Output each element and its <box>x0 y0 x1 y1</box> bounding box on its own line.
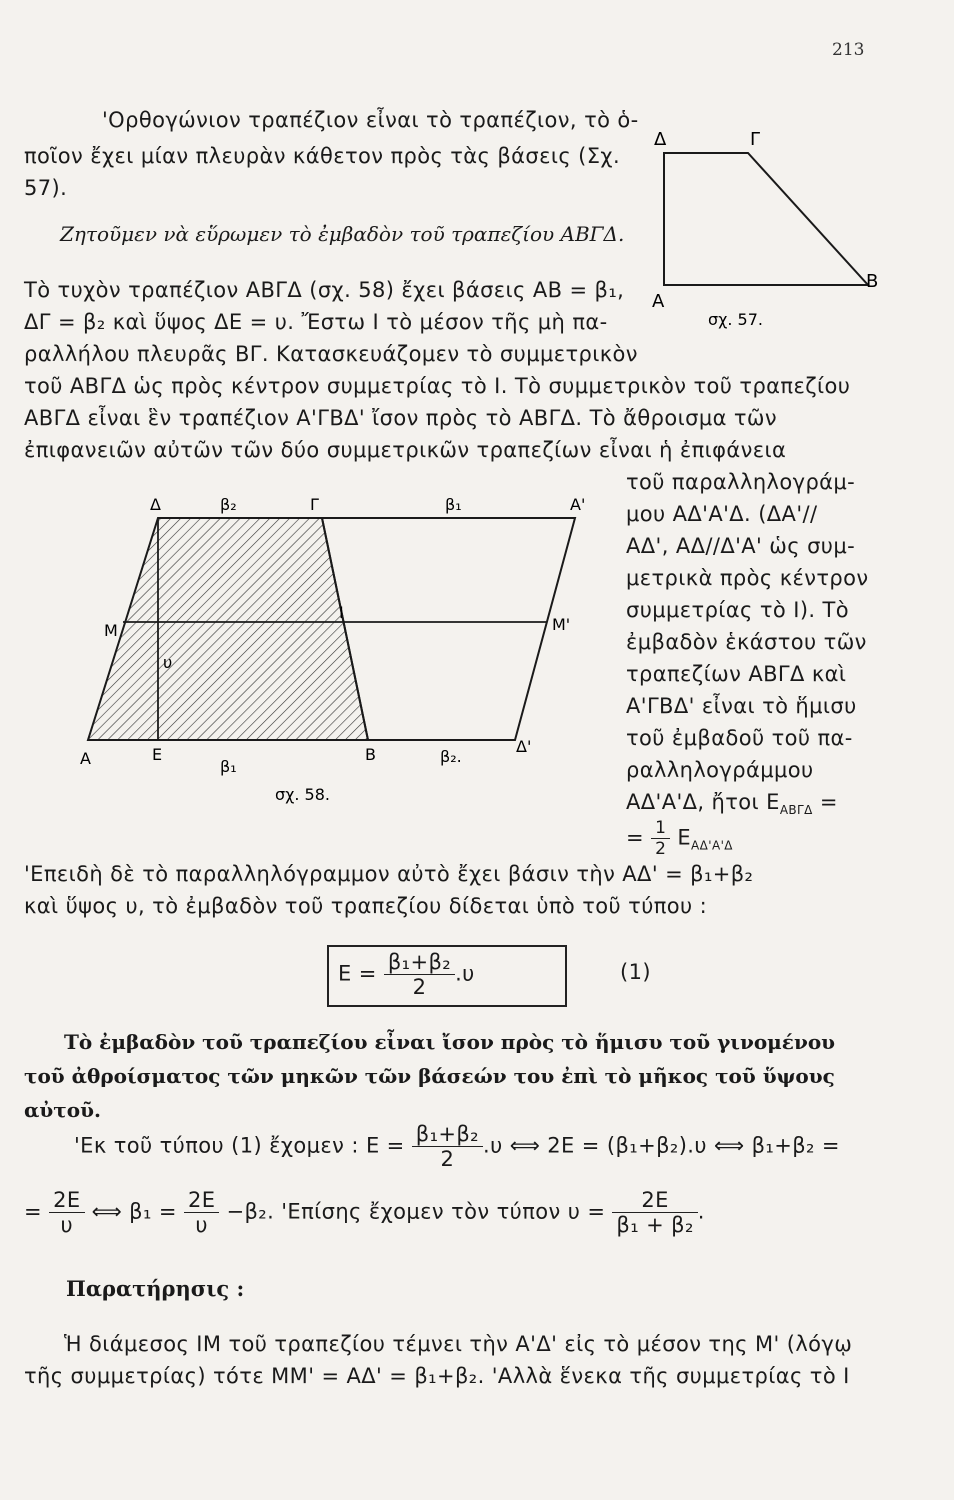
figure-57 <box>640 125 890 340</box>
side-line-4: μετρικὰ πρὸς κέντρον <box>626 566 869 590</box>
derivation-numerator-3: 2Ε <box>184 1188 219 1213</box>
fig58-label-delta: Δ <box>150 495 161 514</box>
figure-58 <box>70 490 610 810</box>
side-line-12-eq: = <box>626 825 644 850</box>
para1-line-2: ΔΓ = β₂ καὶ ὕψος ΔΕ = υ. Ἔστω Ι τὸ μέσον τῆς μὴ πα- <box>24 310 608 334</box>
fig57-label-a: Α <box>652 291 665 312</box>
fig58-caption: σχ. 58. <box>275 785 330 804</box>
half-numerator: 1 <box>651 818 670 839</box>
formula-1-tag: (1) <box>620 960 651 984</box>
para2-line-2: καὶ ὕψος υ, τὸ ἐμβαδὸν τοῦ τραπεζίου δίδεται ὑπὸ τοῦ τύπου : <box>24 894 708 918</box>
fig58-label-e: Ε <box>152 745 163 764</box>
side-line-12 <box>626 818 733 859</box>
formula-1-fraction <box>384 950 455 999</box>
side-line-11 <box>626 790 838 817</box>
derivation-fraction-4 <box>612 1188 697 1237</box>
side-line-2: μου ΑΔ'Α'Δ. (ΔΑ'// <box>626 502 818 526</box>
derivation-eq-pre: = <box>24 1199 42 1224</box>
para1-line-5: ΑΒΓΔ εἶναι ἓν τραπέζιον Α'ΓΒΔ' ἴσον πρὸς τὸ ΑΒΓΔ. Τὸ ἄθροισμα τῶν <box>24 406 778 430</box>
derivation-line-1 <box>74 1122 840 1171</box>
derivation-denominator-2: υ <box>60 1213 74 1237</box>
right-trapezoid <box>664 153 868 285</box>
para1-line-3: ραλλήλου πλευρᾶς ΒΓ. Κατασκευάζομεν τὸ συμμετρικὸν <box>24 342 638 366</box>
fig58-label-b1-top: β₁ <box>445 495 462 514</box>
para1-line-1: Τὸ τυχὸν τραπέζιον ΑΒΓΔ (σχ. 58) ἔχει βάσεις ΑΒ = β₁, <box>24 278 625 302</box>
derivation-intro: 'Εκ τοῦ τύπου (1) ἔχομεν : Ε = <box>74 1133 405 1158</box>
fig58-label-u: υ <box>163 653 173 672</box>
fig57-label-b: Β <box>866 271 879 292</box>
fig58-label-gamma: Γ <box>310 495 319 514</box>
formula-1-lhs: Ε = <box>338 961 377 986</box>
formula-1 <box>338 950 475 999</box>
para1-line-4: τοῦ ΑΒΓΔ ὡς πρὸς κέντρον συμμετρίας τὸ Ι. Τὸ συμμετρικὸν τοῦ τραπεζίου <box>24 374 851 398</box>
fig58-label-m: Μ <box>104 621 118 640</box>
derivation-numerator-1: β₁+β₂ <box>412 1122 483 1147</box>
formula-1-denominator: 2 <box>412 975 427 999</box>
side-line-9: τοῦ ἐμβαδοῦ τοῦ πα- <box>626 726 853 750</box>
fig57-caption: σχ. 57. <box>708 310 763 329</box>
half-fraction <box>651 818 670 859</box>
half-denominator: 2 <box>655 839 667 859</box>
side-line-12-e: Ε <box>677 825 692 850</box>
task-statement: Ζητοῦμεν νὰ εὕρωμεν τὸ ἐμβαδὸν τοῦ τραπεζίου ΑΒΓΔ. <box>60 222 625 246</box>
derivation-numerator-2: 2Ε <box>49 1188 84 1213</box>
side-line-7: τραπεζίων ΑΒΓΔ καὶ <box>626 662 847 686</box>
derivation-after-1: .υ ⟺ 2Ε = (β₁+β₂).υ ⟺ β₁+β₂ = <box>483 1133 840 1158</box>
derivation-fraction-3 <box>184 1188 219 1237</box>
rule-line-1: Τὸ ἐμβαδὸν τοῦ τραπεζίου εἶναι ἴσον πρὸς τὸ ἥμισυ τοῦ γινομένου <box>64 1030 836 1054</box>
derivation-arrow-2: ⟺ β₁ = <box>91 1199 177 1224</box>
derivation-also: 'Επίσης ἔχομεν τὸν τύπον υ = <box>281 1199 606 1224</box>
side-line-3: ΑΔ', ΑΔ//Δ'Α' ὡς συμ- <box>626 534 856 558</box>
trapezoid-abgd <box>88 518 368 740</box>
derivation-line-2 <box>24 1188 705 1237</box>
derivation-denominator-4: β₁ + β₂ <box>616 1213 694 1237</box>
derivation-after-3: −β₂. <box>226 1199 275 1224</box>
side-line-6: ἐμβαδὸν ἑκάστου τῶν <box>626 630 867 654</box>
side-line-11-sub: ΑΒΓΔ <box>779 803 813 818</box>
para2-line-1: 'Επειδὴ δὲ τὸ παραλληλόγραμμον αὐτὸ ἔχει βάσιν τὴν ΑΔ' = β₁+β₂ <box>24 862 754 886</box>
side-line-8: Α'ΓΒΔ' εἶναι τὸ ἥμισυ <box>626 694 857 718</box>
side-line-5: συμμετρίας τὸ Ι). Τὸ <box>626 598 850 622</box>
remark-heading: Παρατήρησις : <box>66 1276 245 1301</box>
derivation-fraction-2 <box>49 1188 84 1237</box>
rule-line-2: τοῦ ἀθροίσματος τῶν μηκῶν τῶν βάσεών του ἐπὶ τὸ μῆκος τοῦ ὕψους <box>24 1064 835 1088</box>
derivation-denominator-1: 2 <box>440 1147 455 1171</box>
fig58-label-b2-bottom: β₂. <box>440 747 462 766</box>
fig58-label-a-prime: Α' <box>570 495 586 514</box>
intro-line-3: 57). <box>24 176 68 200</box>
derivation-end: . <box>697 1199 705 1224</box>
fig58-label-d-prime: Δ' <box>516 737 532 756</box>
side-line-1: τοῦ παραλληλογράμ- <box>626 470 856 494</box>
fig57-label-gamma: Γ <box>750 129 761 150</box>
intro-line-2: ποῖον ἔχει μίαν πλευρὰν κάθετον πρὸς τὰς βάσεις (Σχ. <box>24 144 621 168</box>
fig58-label-m-prime: Μ' <box>552 615 571 634</box>
page-number: 213 <box>832 40 865 60</box>
side-line-10: ραλληλογράμμου <box>626 758 814 782</box>
side-line-11-end: = <box>812 790 838 814</box>
side-line-12-sub: ΑΔ'Α'Δ <box>691 838 733 853</box>
fig58-label-i: Ι <box>339 603 344 622</box>
fig58-label-b: Β <box>365 745 376 764</box>
rule-line-3: αὐτοῦ. <box>24 1098 101 1122</box>
remark-line-2: τῆς συμμετρίας) τότε ΜΜ' = ΑΔ' = β₁+β₂. 'Αλλὰ ἕνεκα τῆς συμμετρίας τὸ Ι <box>24 1364 850 1388</box>
formula-1-numerator: β₁+β₂ <box>384 950 455 975</box>
fig58-label-b2-top: β₂ <box>220 495 237 514</box>
fig57-label-delta: Δ <box>654 129 667 150</box>
derivation-numerator-4: 2Ε <box>612 1188 697 1213</box>
intro-line-1: 'Ορθογώνιον τραπέζιον εἶναι τὸ τραπέζιον, τὸ ὁ- <box>102 108 639 132</box>
para1-line-6: ἐπιφανειῶν αὐτῶν τῶν δύο συμμετρικῶν τραπεζίων εἶναι ἡ ἐπιφάνεια <box>24 438 787 462</box>
fig58-label-b1-bottom: β₁ <box>220 757 237 776</box>
formula-1-tail: .υ <box>455 961 475 986</box>
side-line-11-text: ΑΔ'Α'Δ, ἤτοι Ε <box>626 790 780 814</box>
fig58-label-a: Α <box>80 749 91 768</box>
remark-line-1: Ἡ διάμεσος ΙΜ τοῦ τραπεζίου τέμνει τὴν Α'Δ' εἰς τὸ μέσον της Μ' (λόγῳ <box>64 1332 853 1356</box>
derivation-denominator-3: υ <box>195 1213 208 1237</box>
derivation-fraction-1 <box>412 1122 483 1171</box>
